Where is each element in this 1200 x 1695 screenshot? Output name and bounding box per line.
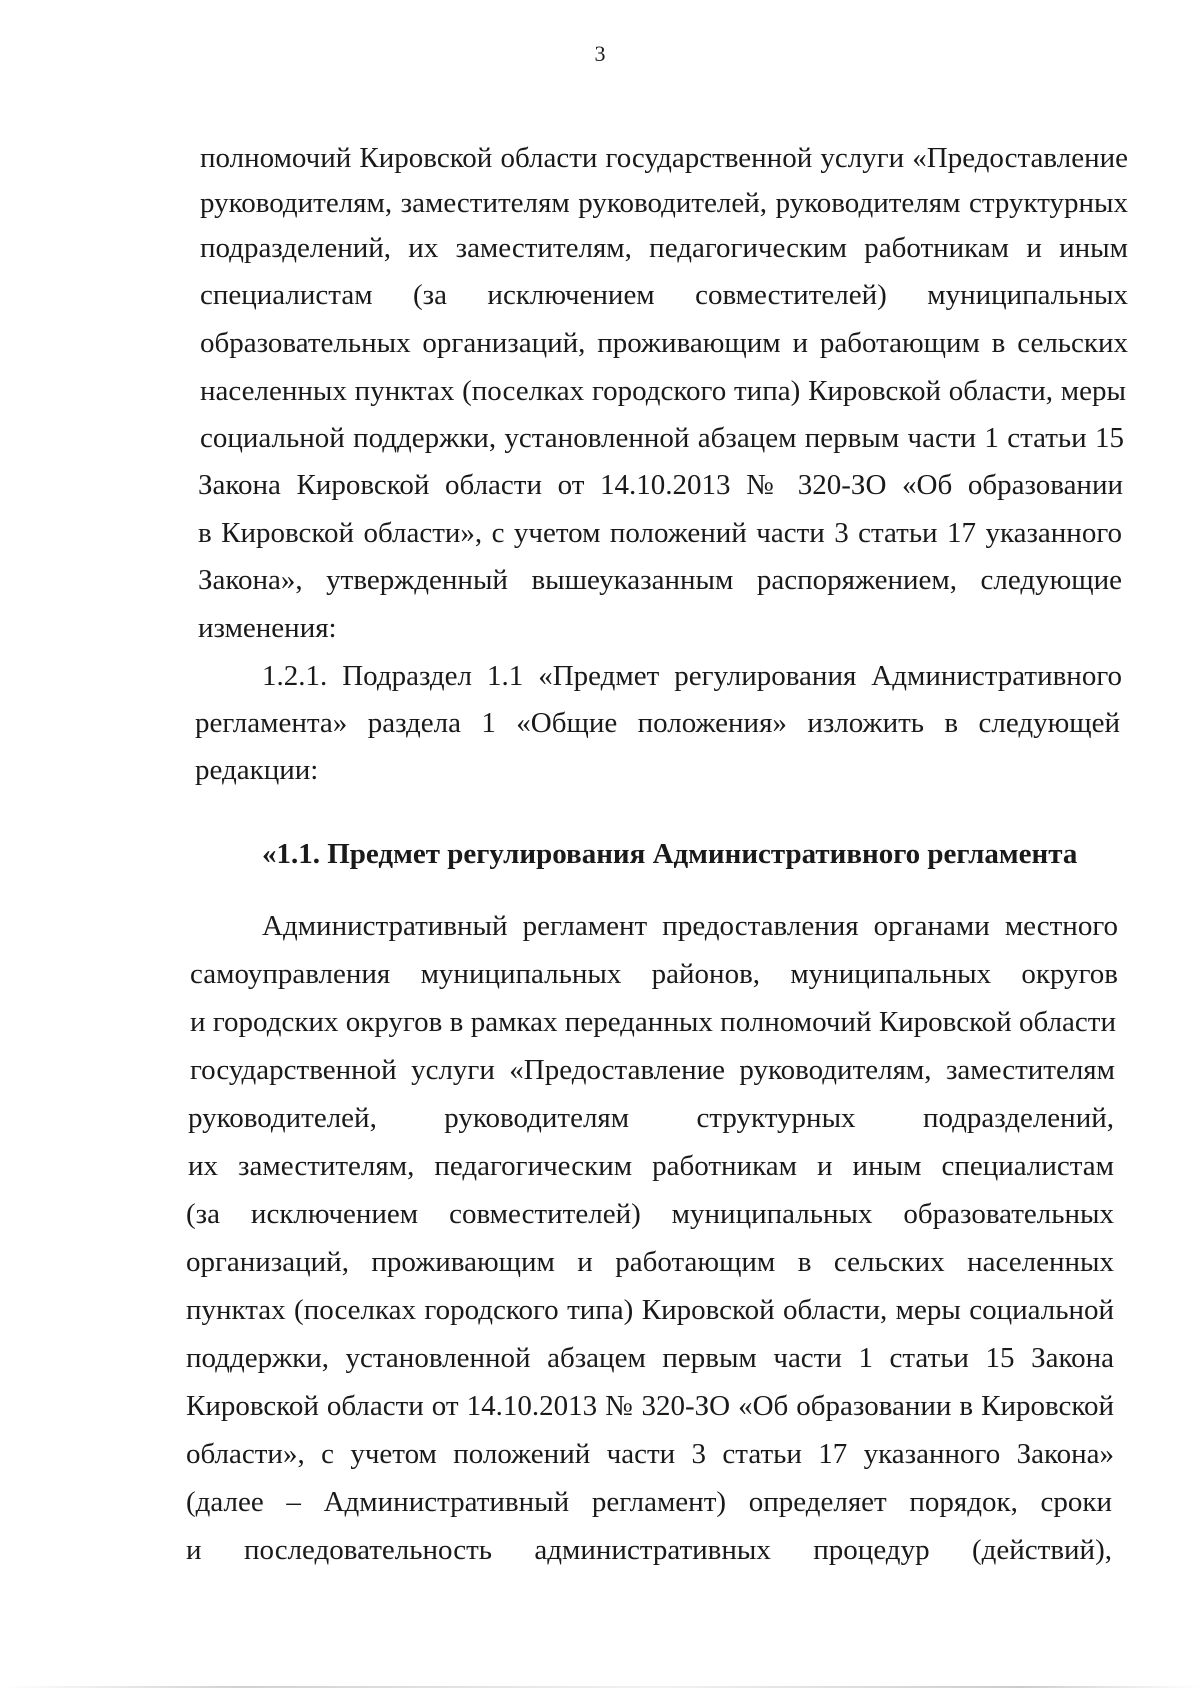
- text-line: социальной поддержки, установленной абзацем первым части 1 статьи 15: [200, 422, 1124, 454]
- text-line: руководителей, руководителям структурных подразделений,: [188, 1102, 1114, 1134]
- text-line: образовательных организаций, проживающим и работающим в сельских: [200, 327, 1128, 359]
- text-line: поддержки, установленной абзацем первым части 1 статьи 15 Закона: [186, 1342, 1114, 1374]
- text-line: в Кировской области», с учетом положений части 3 статьи 17 указанного: [198, 517, 1122, 549]
- text-line: (за исключением совместителей) муниципальных образовательных: [186, 1198, 1114, 1230]
- text-line: и последовательность административных процедур (действий),: [186, 1534, 1112, 1566]
- text-line: редакции:: [195, 754, 319, 786]
- text-line: области», с учетом положений части 3 статьи 17 указанного Закона»: [186, 1438, 1114, 1470]
- text-line: регламента» раздела 1 «Общие положения» изложить в следующей: [195, 707, 1120, 739]
- text-line: Закона Кировской области от 14.10.2013 № 320-ЗО «Об образовании: [198, 469, 1123, 501]
- text-line: полномочий Кировской области государственной услуги «Предоставление: [200, 142, 1128, 174]
- text-line: и городских округов в рамках переданных полномочий Кировской области: [190, 1006, 1116, 1038]
- text-line: самоуправления муниципальных районов, муниципальных округов: [190, 958, 1118, 990]
- text-line: их заместителям, педагогическим работникам и иным специалистам: [188, 1150, 1114, 1182]
- section-heading: «1.1. Предмет регулирования Административного регламента: [262, 838, 1078, 870]
- text-line: (далее – Административный регламент) определяет порядок, сроки: [186, 1486, 1112, 1518]
- text-line: руководителям, заместителям руководителей, руководителям структурных: [200, 187, 1128, 219]
- text-line: государственной услуги «Предоставление руководителям, заместителям: [190, 1054, 1115, 1086]
- text-line: подразделений, их заместителям, педагогическим работникам и иным: [200, 232, 1128, 264]
- text-line: специалистам (за исключением совместителей) муниципальных: [200, 279, 1128, 311]
- text-line: населенных пунктах (поселках городского типа) Кировской области, меры: [200, 375, 1126, 407]
- scan-edge: [0, 1686, 1200, 1688]
- text-line: организаций, проживающим и работающим в сельских населенных: [186, 1246, 1114, 1278]
- text-line: Административный регламент предоставления органами местного: [262, 910, 1118, 942]
- text-line: Кировской области от 14.10.2013 № 320-ЗО «Об образовании в Кировской: [186, 1390, 1114, 1422]
- text-line: пунктах (поселках городского типа) Кировской области, меры социальной: [186, 1294, 1114, 1326]
- page-number: 3: [594, 41, 606, 66]
- text-line: 1.2.1. Подраздел 1.1 «Предмет регулирования Административного: [262, 660, 1122, 692]
- text-line: изменения:: [198, 612, 337, 644]
- text-line: Закона», утвержденный вышеуказанным распоряжением, следующие: [198, 564, 1122, 596]
